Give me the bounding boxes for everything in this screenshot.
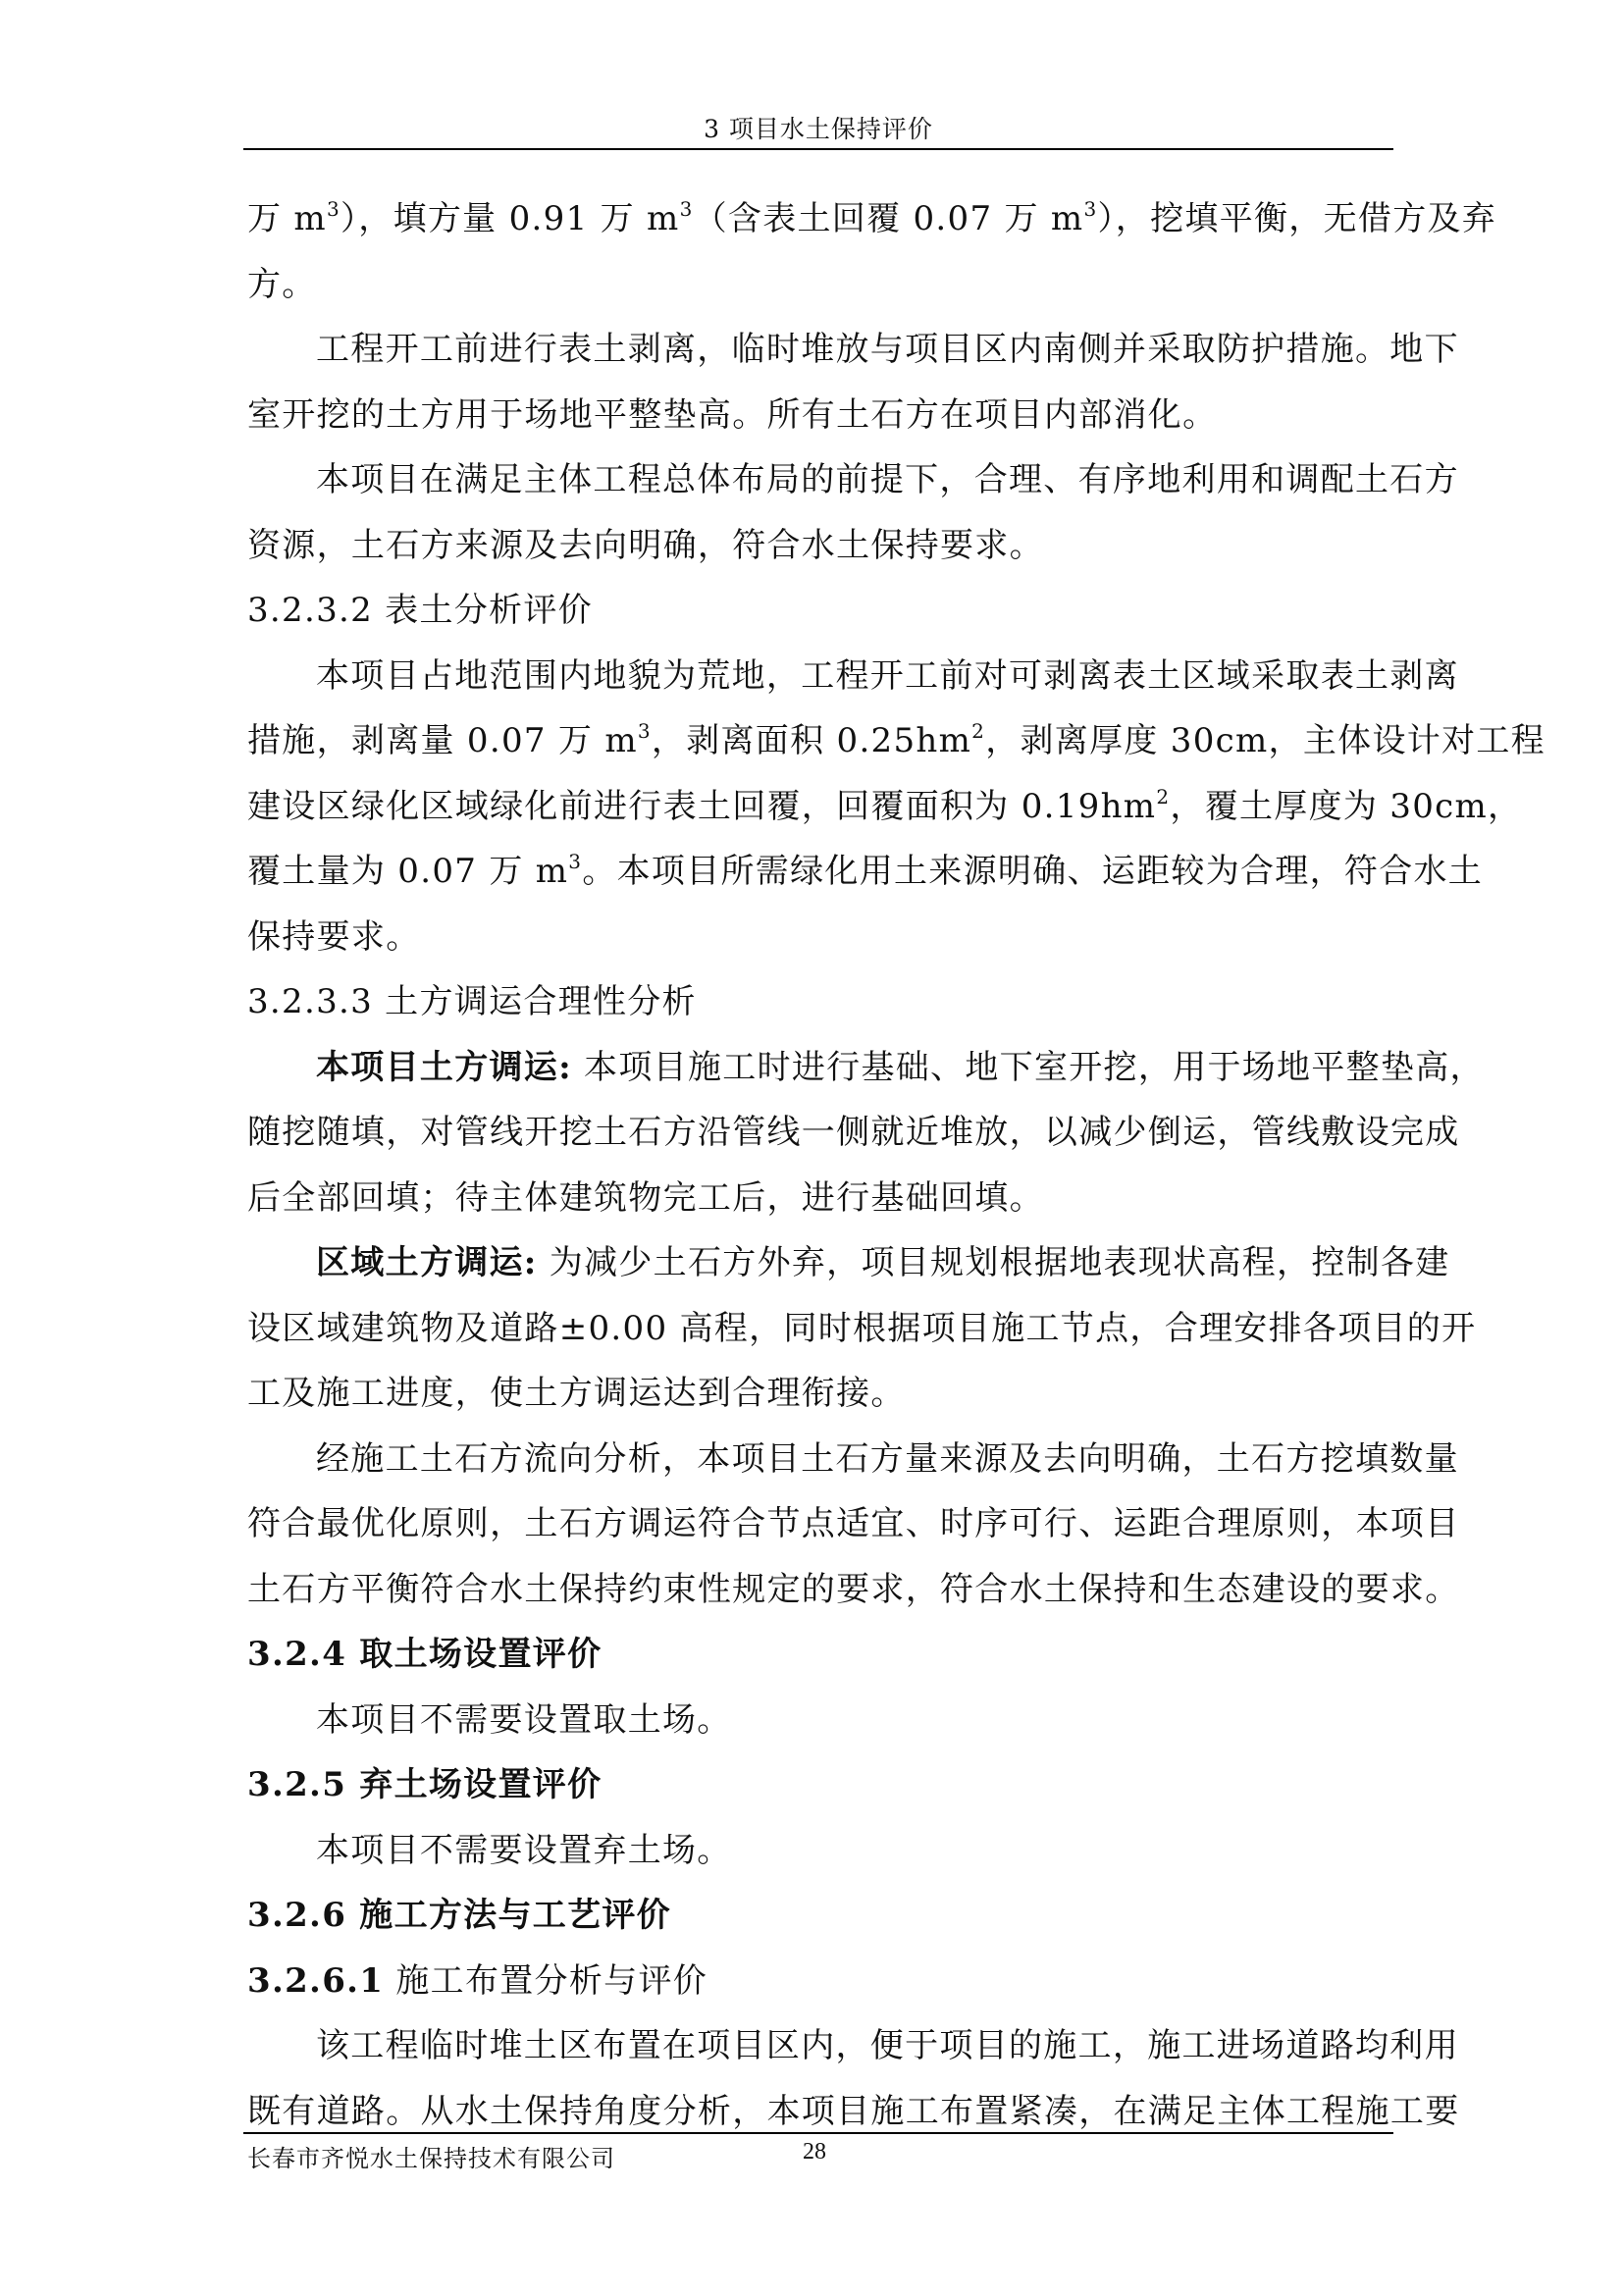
section-heading-324: 3.2.4 取土场设置评价 — [247, 1635, 602, 1674]
superscript: 3 — [568, 850, 583, 873]
paragraph-line: 设区域建筑物及道路±0.00 高程，同时根据项目施工节点，合理安排各项目的开 — [247, 1308, 1477, 1348]
section-heading-3261 — [247, 1949, 1393, 2014]
section-heading-3233: 3.2.3.3 土方调运合理性分析 — [247, 982, 697, 1021]
text-run: ），挖填平衡，无借方及弃 — [1097, 199, 1497, 238]
paragraph-line: 后全部回填；待主体建筑物完工后，进行基础回填。 — [247, 1177, 1044, 1218]
paragraph-line: 符合最优化原则，土石方调运符合节点适宜、时序可行、运距合理原则，本项目 — [247, 1504, 1460, 1543]
paragraph-line: 本项目占地范围内地貌为荒地，工程开工前对可剥离表土区域采取表土剥离 — [316, 655, 1459, 696]
superscript: 3 — [326, 197, 341, 221]
section-heading-326: 3.2.6 施工方法与工艺评价 — [247, 1896, 671, 1935]
paragraph-line — [247, 774, 1523, 840]
text-run: 建设区绿化区域绿化前进行表土回覆，回覆面积为 0.19hm — [247, 786, 1157, 826]
paragraph-line — [247, 839, 1484, 905]
paragraph-line — [247, 708, 1545, 774]
superscript: 3 — [679, 197, 694, 221]
page-body — [247, 186, 1545, 2144]
section-heading-3232: 3.2.3.2 表土分析评价 — [247, 591, 593, 630]
text-run: ），填方量 0.91 万 m — [340, 199, 680, 238]
page-number: 28 — [803, 2139, 826, 2165]
header-rule — [243, 148, 1393, 150]
text-run: 措施，剥离量 0.07 万 m — [247, 721, 638, 760]
paragraph-line — [247, 1230, 1450, 1296]
superscript: 3 — [637, 719, 652, 743]
paragraph-line: 该工程临时堆土区布置在项目区内，便于项目的施工，施工进场道路均利用 — [316, 2026, 1459, 2065]
text-run: （含表土回覆 0.07 万 m — [693, 199, 1084, 238]
text-run: 本项目施工时进行基础、地下室开挖，用于场地平整垫高， — [571, 1047, 1485, 1087]
paragraph-line — [247, 1035, 1485, 1101]
paragraph-line: 既有道路。从水土保持角度分析，本项目施工布置紧凑，在满足主体工程施工要 — [247, 2091, 1460, 2131]
footer-rule — [243, 2132, 1393, 2134]
paragraph-line: 工及施工进度，使土方调运达到合理衔接。 — [247, 1374, 906, 1413]
paragraph-line: 工程开工前进行表土剥离，临时堆放与项目区内南侧并采取防护措施。地下 — [316, 330, 1459, 369]
heading-text: 施工布置分析与评价 — [384, 1960, 708, 2001]
bold-lead: 区域土方调运: — [316, 1243, 538, 1282]
section-heading-325: 3.2.5 弃土场设置评价 — [247, 1765, 602, 1804]
text-run: 覆土量为 0.07 万 m — [247, 852, 569, 891]
heading-number: 3.2.6.1 — [247, 1960, 385, 2001]
text-run: 为减少土石方外弃，项目规划根据地表现状高程，控制各建 — [537, 1243, 1450, 1282]
paragraph-line: 资源，土石方来源及去向明确，符合水土保持要求。 — [247, 525, 1044, 565]
text-run: ，剥离面积 0.25hm — [651, 721, 972, 760]
paragraph-line — [247, 186, 1497, 252]
text-run: 。本项目所需绿化用土来源明确、运距较为合理，符合水土 — [582, 852, 1484, 891]
paragraph-line: 本项目不需要设置取土场。 — [316, 1699, 732, 1740]
paragraph-line: 室开挖的土方用于场地平整垫高。所有土石方在项目内部消化。 — [247, 394, 1218, 435]
paragraph-line: 本项目不需要设置弃土场。 — [316, 1830, 732, 1870]
paragraph-line: 本项目在满足主体工程总体布局的前提下，合理、有序地利用和调配土石方 — [316, 460, 1459, 499]
paragraph-line: 随挖随填，对管线开挖土石方沿管线一侧就近堆放，以减少倒运，管线敷设完成 — [247, 1113, 1460, 1152]
bold-lead: 本项目土方调运: — [316, 1047, 572, 1087]
running-header: 3 项目水土保持评价 — [704, 115, 933, 143]
paragraph-line: 经施工土石方流向分析，本项目土石方量来源及去向明确，土石方挖填数量 — [316, 1438, 1459, 1479]
text-run: 万 m — [247, 199, 327, 238]
paragraph-line: 方。 — [247, 264, 317, 304]
paragraph-line: 保持要求。 — [247, 916, 421, 957]
superscript: 3 — [1083, 197, 1098, 221]
superscript: 2 — [971, 719, 986, 743]
superscript: 2 — [1156, 784, 1171, 808]
text-run: ，剥离厚度 30cm，主体设计对工程 — [985, 721, 1545, 760]
paragraph-line: 土石方平衡符合水土保持约束性规定的要求，符合水土保持和生态建设的要求。 — [247, 1569, 1460, 1609]
footer-company: 长春市齐悦水土保持技术有限公司 — [247, 2145, 615, 2172]
text-run: ，覆土厚度为 30cm， — [1170, 786, 1523, 826]
